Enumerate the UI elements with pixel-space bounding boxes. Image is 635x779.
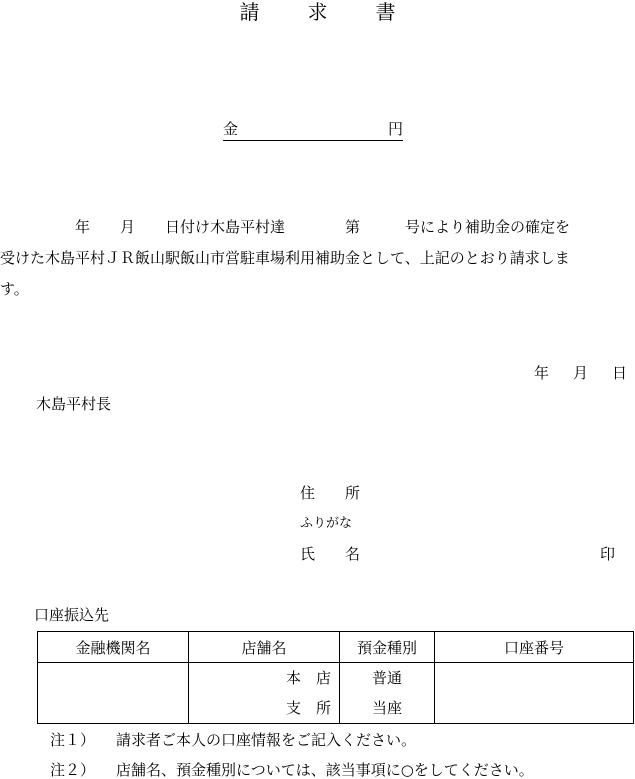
note-2-text: 店舗名、預金種別については、該当事項に○をしてください。 [116,761,534,779]
bank-name-cell[interactable] [38,663,189,724]
table-row [38,663,634,724]
title-char-2: 求 [307,0,328,24]
name-label: 氏 名 [300,545,361,563]
note-1-number: 注１） [50,731,96,749]
branch-main: 本 店 [285,669,331,687]
paragraph-line-2: 受けた木島平村ＪＲ飯山駅飯山市営駐車場利用補助金として、上記のとおり請求しま [0,249,570,267]
amount-prefix: 金 [223,120,239,138]
header-deposit-type: 預金種別 [340,632,435,663]
branch-sub: 支 所 [285,699,331,717]
seal-mark: 印 [599,545,615,563]
address-label: 住 所 [300,484,361,502]
header-account-number: 口座番号 [435,632,634,663]
type-ordinary: 普通 [371,669,402,687]
title-char-3: 書 [375,0,396,24]
bank-transfer-title: 口座振込先 [34,606,110,624]
type-current: 当座 [371,699,402,717]
bank-account-table [37,631,634,724]
note-1-text: 請求者ご本人の口座情報をご記入ください。 [116,731,417,749]
note-2 [50,763,534,778]
furigana-label: ふりがな [300,516,353,531]
note-1 [50,733,416,748]
date-month: 月 [572,364,588,382]
addressee: 木島平村長 [36,395,112,413]
document-title [0,2,635,22]
deposit-type-cell[interactable] [340,663,435,724]
paragraph-line-1: 年 月 日付け木島平村達 第 号により補助金の確定を [0,218,571,236]
header-bank-name: 金融機関名 [38,632,189,663]
amount-line [223,122,403,141]
paragraph-line-3: す。 [0,280,29,298]
request-date [534,366,627,381]
title-char-1: 請 [239,0,260,24]
amount-suffix: 円 [387,120,403,138]
header-branch: 店舗名 [189,632,340,663]
account-number-cell[interactable] [435,663,634,724]
date-day: 日 [611,364,627,382]
request-paragraph [0,212,635,305]
date-year: 年 [533,364,549,382]
branch-cell[interactable] [189,663,340,724]
note-2-number: 注２） [50,761,96,779]
table-header-row [38,632,634,663]
